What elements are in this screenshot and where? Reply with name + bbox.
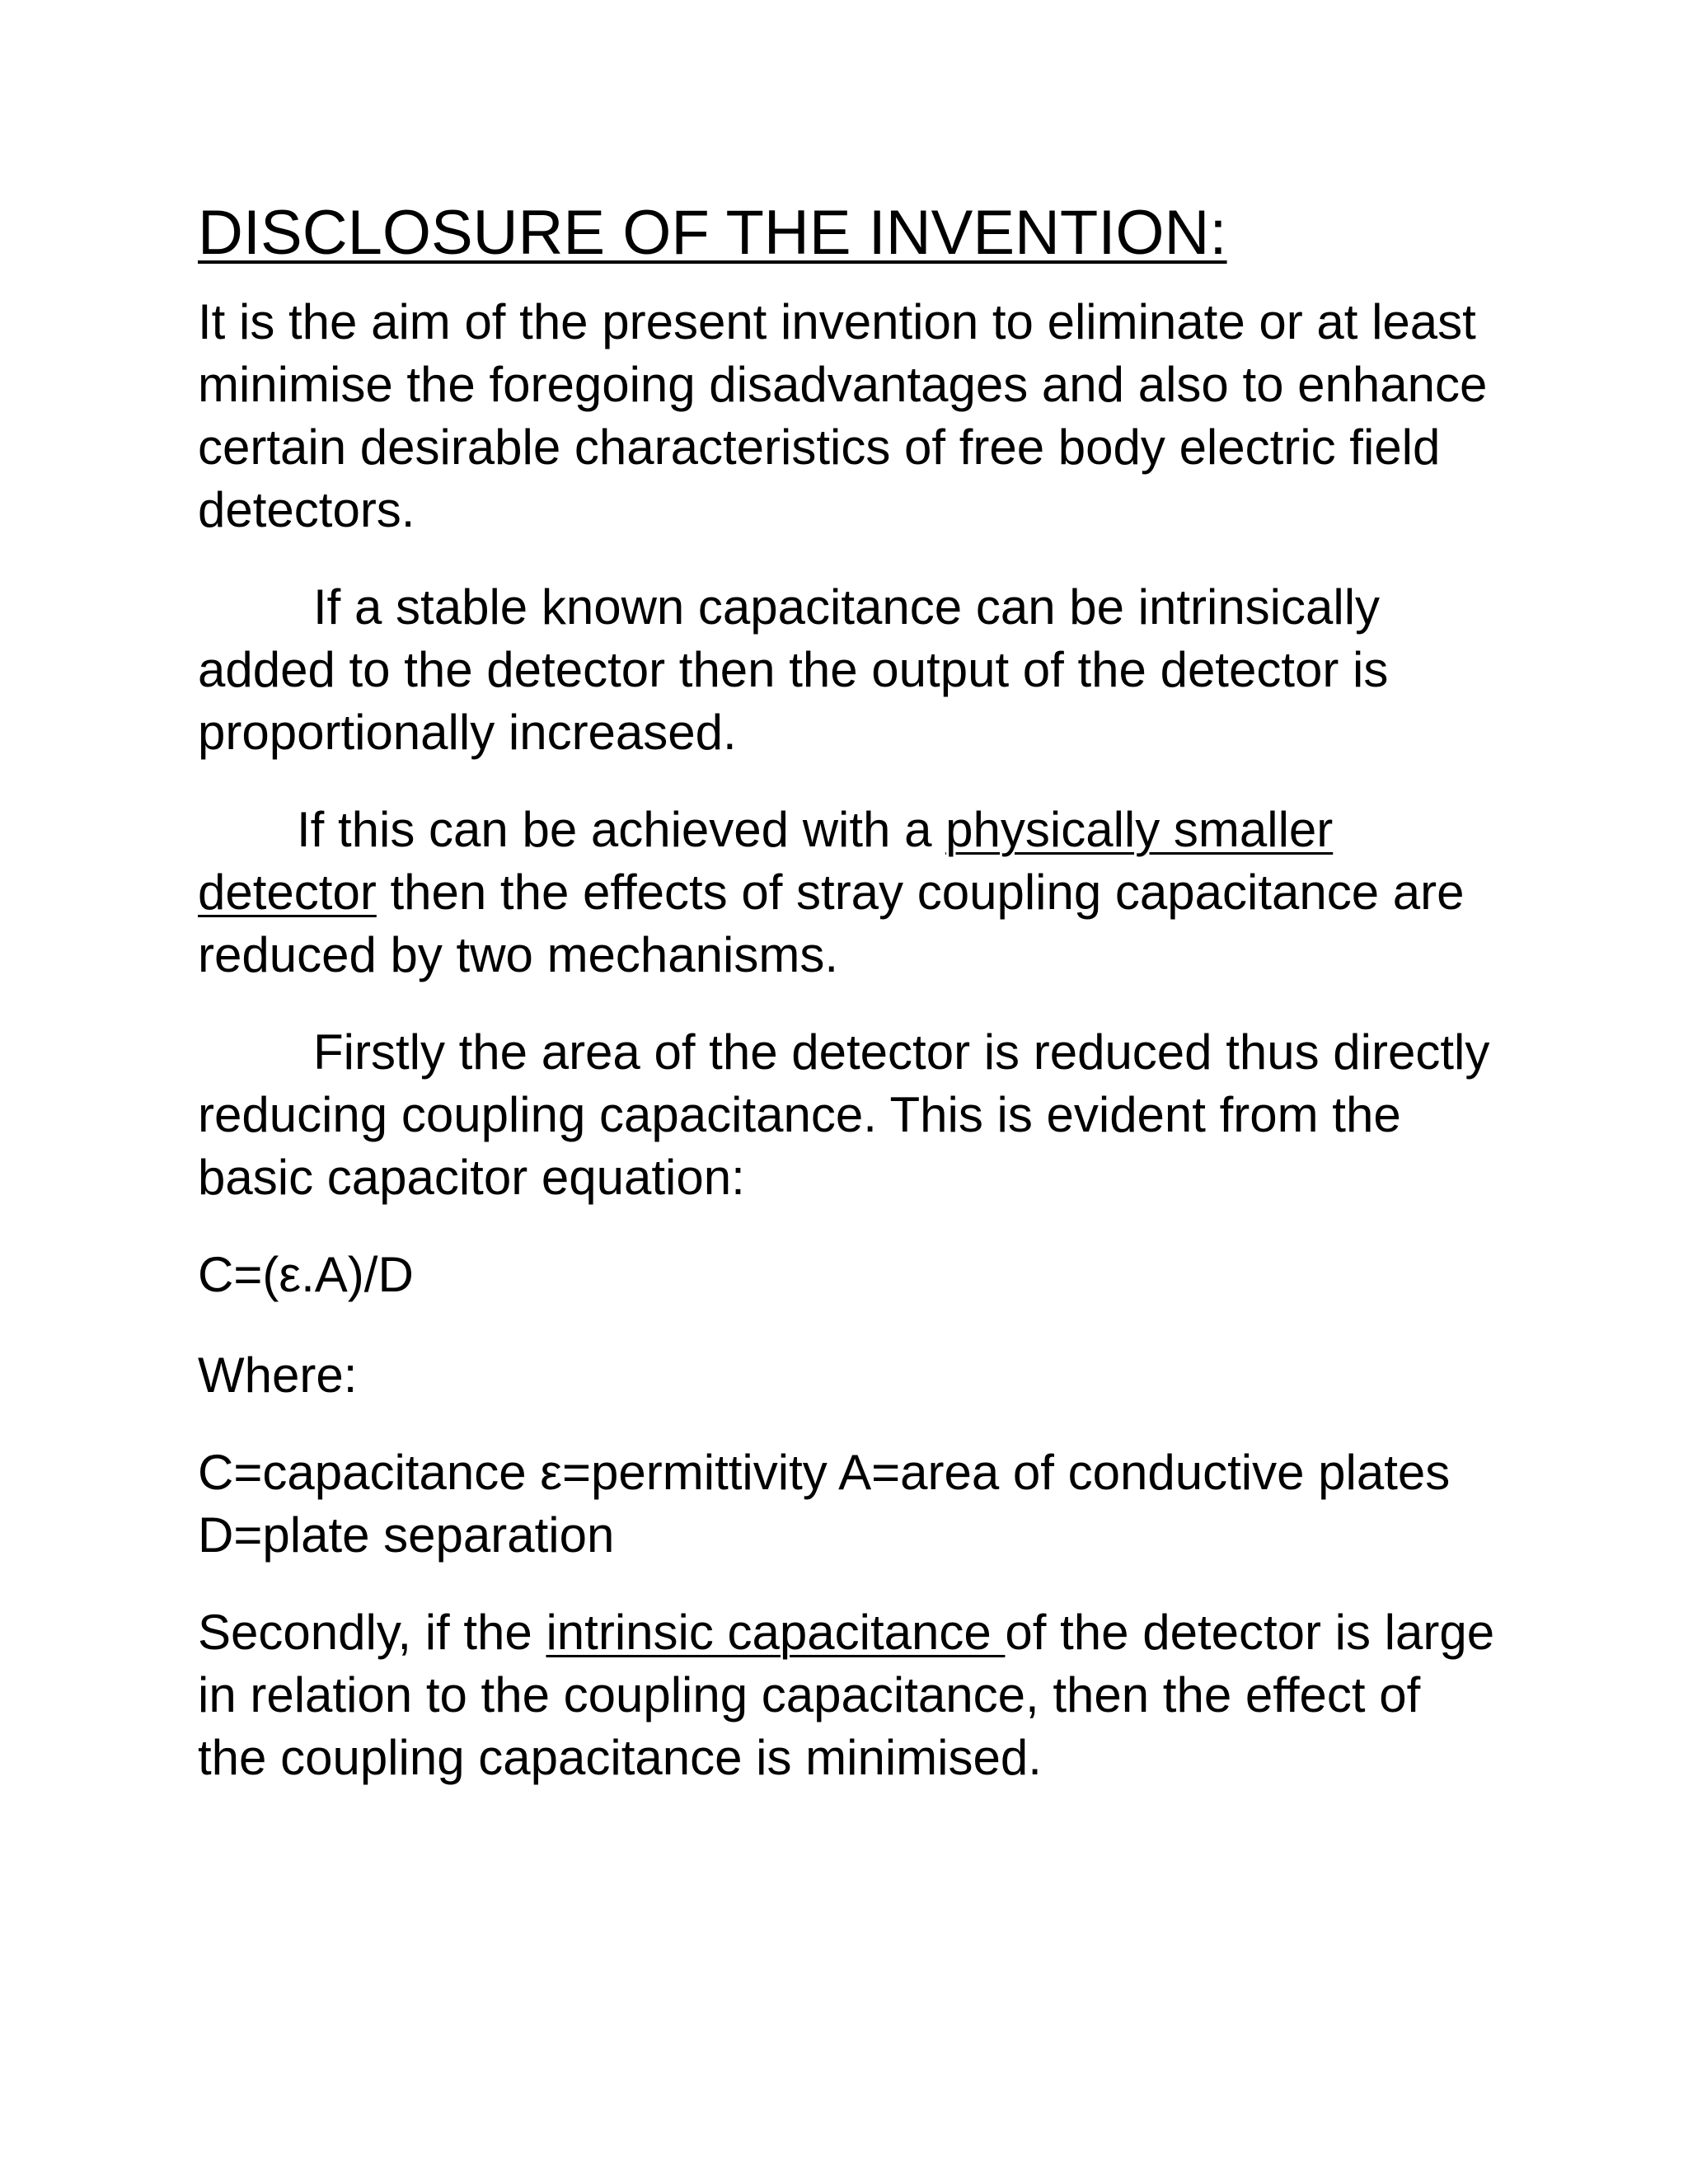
underlined-physically-smaller-detector: physically smaller detector: [198, 802, 1334, 920]
paragraph-secondly-text-post: of the detector is large in relation to the coupling capacitance, then the effect of the coupling capacitance is minimised.: [198, 1605, 1495, 1785]
paragraph-smaller-text-pre: If this can be achieved with a: [297, 802, 946, 857]
paragraph-secondly-text-pre: Secondly, if the: [198, 1605, 546, 1660]
paragraph-capacitance-added: If a stable known capacitance can be intrinsically added to the detector then the output of the detector is proportionally increased.: [198, 579, 1389, 760]
capacitor-equation: C=(ε.A)/D: [198, 1247, 414, 1302]
paragraph-smaller-text-post: then the effects of stray coupling capacitance are reduced by two mechanisms.: [198, 865, 1465, 982]
section-heading: DISCLOSURE OF THE INVENTION:: [198, 198, 1227, 268]
paragraph-definitions: C=capacitance ε=permittivity A=area of conductive plates D=plate separation: [198, 1445, 1451, 1563]
paragraph-secondly: [198, 1601, 1500, 1789]
paragraph-where: Where:: [198, 1347, 358, 1403]
paragraph-aim: It is the aim of the present invention to eliminate or at least minimise the foregoing disadvantages and also to enhance certain desirable characteristics of free body electric field detectors.: [198, 294, 1488, 537]
underlined-intrinsic-capacitance: intrinsic capacitance: [546, 1605, 1006, 1660]
document-page: [198, 194, 1500, 1824]
paragraph-smaller-detector: [198, 799, 1500, 987]
paragraph-firstly: Firstly the area of the detector is reduced thus directly reducing coupling capacitance. This is evident from the basic capacitor equation:: [198, 1024, 1490, 1205]
